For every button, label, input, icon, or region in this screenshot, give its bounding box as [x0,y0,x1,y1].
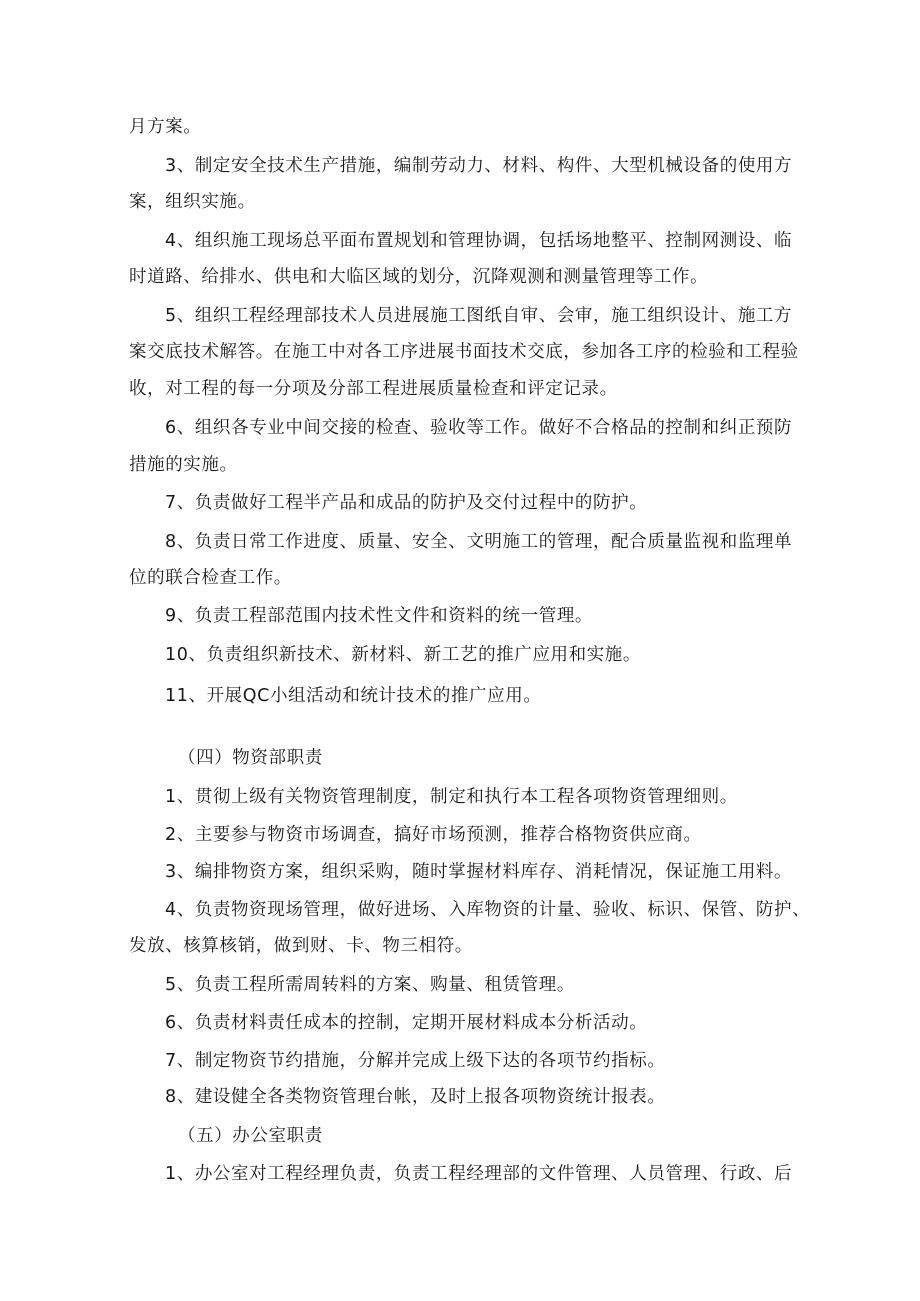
text-line: 9、负责工程部范围内技术性文件和资料的统一管理。 [165,606,594,626]
text-line: 2、主要参与物资市场调查，搞好市场预测，推荐合格物资供应商。 [165,825,702,845]
text-line: 5、组织工程经理部技术人员进展施工图纸自审、会审，施工组织设计、施工方 [165,306,793,326]
text-line: 时道路、给排水、供电和大临区域的划分，沉降观测和测量管理等工作。 [129,267,709,287]
text-line: 4、组织施工现场总平面布置规划和管理协调，包括场地整平、控制网测设、临 [165,231,793,251]
text-line: 措施的实施。 [129,455,238,475]
text-line: 10、负责组织新技术、新材料、新工艺的推广应用和实施。 [165,645,641,665]
text-line: 月方案。 [129,117,202,137]
text-line: 位的联合检查工作。 [129,568,292,588]
text-line: 4、负责物资现场管理，做好进场、入库物资的计量、验收、标识、保管、防护、 [165,900,811,920]
text-line: 发放、核算核销，做到财、卡、物三相符。 [129,936,473,956]
text-line: 8、负责日常工作进度、质量、安全、文明施工的管理，配合质量监视和监理单 [165,532,793,552]
text-line: 7、制定物资节约措施，分解并完成上级下达的各项节约指标。 [165,1051,666,1071]
text-line: 3、编排物资方案，组织采购，随时掌握材料库存、消耗情况，保证施工用料。 [165,862,793,882]
text-line: 收，对工程的每一分项及分部工程进展质量检查和评定记录。 [129,379,618,399]
text-line: 案，组织实施。 [129,192,256,212]
text-line: 1、贯彻上级有关物资管理制度，制定和执行本工程各项物资管理细则。 [165,787,738,807]
section-heading: （四）物资部职责 [178,748,323,768]
text-line: 11、开展QC小组活动和统计技术的推广应用。 [165,686,542,706]
text-line: 8、建设健全各类物资管理台帐，及时上报各项物资统计报表。 [165,1087,666,1107]
text-line: 3、制定安全技术生产措施，编制劳动力、材料、构件、大型机械设备的使用方 [165,156,793,176]
section-heading: （五）办公室职责 [178,1126,323,1146]
text-line: 1、办公室对工程经理负责，负责工程经理部的文件管理、人员管理、行政、后 [165,1164,793,1184]
text-line: 6、负责材料责任成本的控制，定期开展材料成本分析活动。 [165,1013,648,1033]
text-line: 案交底技术解答。在施工中对各工序进展书面技术交底，参加各工序的检验和工程验 [129,342,799,362]
text-line: 7、负责做好工程半产品和成品的防护及交付过程中的防护。 [165,493,648,513]
text-line: 5、负责工程所需周转料的方案、购量、租赁管理。 [165,975,575,995]
text-line: 6、组织各专业中间交接的检查、验收等工作。做好不合格品的控制和纠正预防 [165,418,793,438]
